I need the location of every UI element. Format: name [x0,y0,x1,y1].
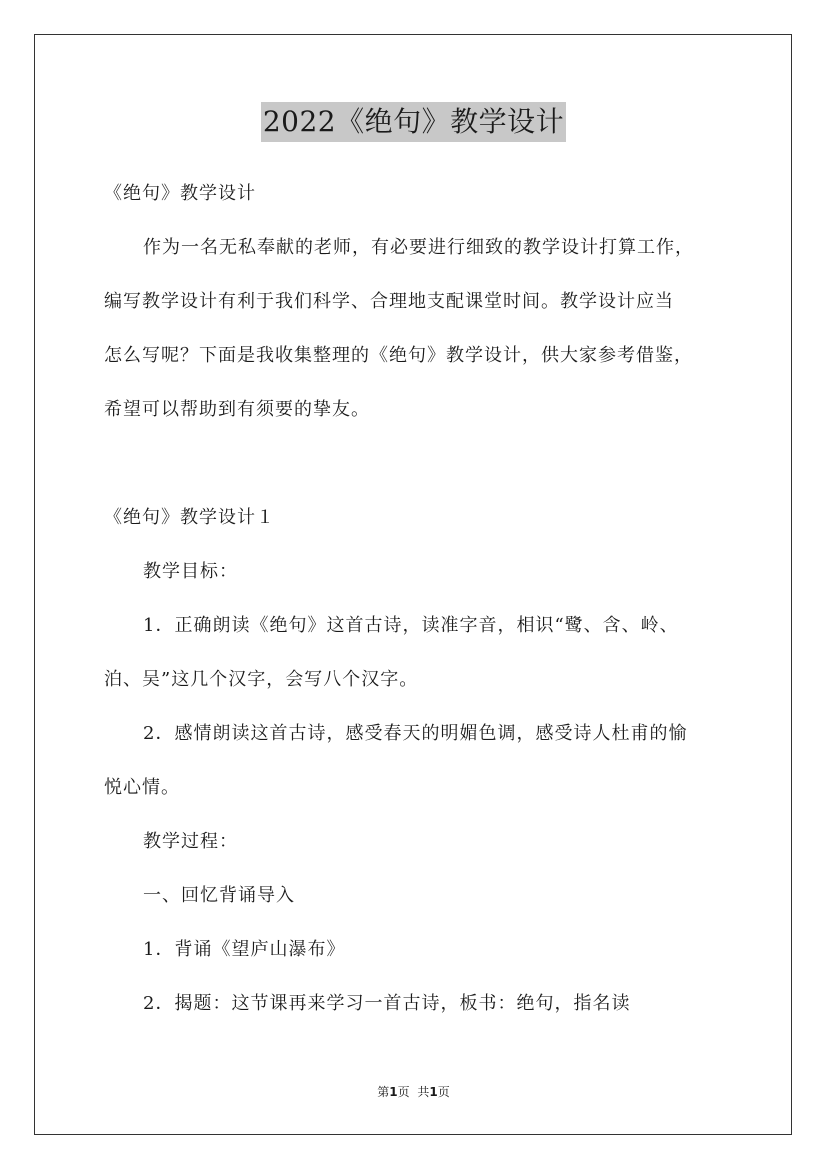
paragraph-line: 希望可以帮助到有须要的挚友。 [104,399,370,420]
paragraph-line: 2．揭题：这节课再来学习一首古诗，板书：绝句，指名读 [143,993,631,1014]
paragraph-line: 怎么写呢？下面是我收集整理的《绝句》教学设计，供大家参考借鉴， [104,345,693,366]
total-prefix: 共 [417,1085,430,1099]
total-suffix: 页 [437,1085,450,1099]
page-footer [0,1084,827,1100]
subheading: 教学过程： [143,831,238,852]
page-number: 1 [389,1085,398,1099]
document-title: 2022《绝句》教学设计 [261,102,566,142]
paragraph-line: 作为一名无私奉献的老师，有必要进行细致的教学设计打算工作， [143,237,694,258]
section-heading: 《绝句》教学设计 [104,183,256,204]
subheading: 教学目标： [143,561,238,582]
paragraph-line: 悦心情。 [104,777,180,798]
paragraph-line: 泊、吴”这几个汉字，会写八个汉字。 [104,669,419,690]
title-container [0,102,827,142]
paragraph-line: 1．正确朗读《绝句》这首古诗，读准字音，相识“鹭、含、岭、 [143,615,679,636]
total-pages: 1 [429,1085,438,1099]
paragraph-line: 2．感情朗读这首古诗，感受春天的明媚色调，感受诗人杜甫的愉 [143,723,688,744]
section-heading: 《绝句》教学设计１ [104,507,275,528]
page-suffix: 页 [397,1085,410,1099]
page-prefix: 第 [377,1085,390,1099]
paragraph-line: 编写教学设计有利于我们科学、合理地支配课堂时间。教学设计应当 [104,291,674,312]
paragraph-line: 一、回忆背诵导入 [143,885,295,906]
paragraph-line: 1．背诵《望庐山瀑布》 [143,939,346,960]
